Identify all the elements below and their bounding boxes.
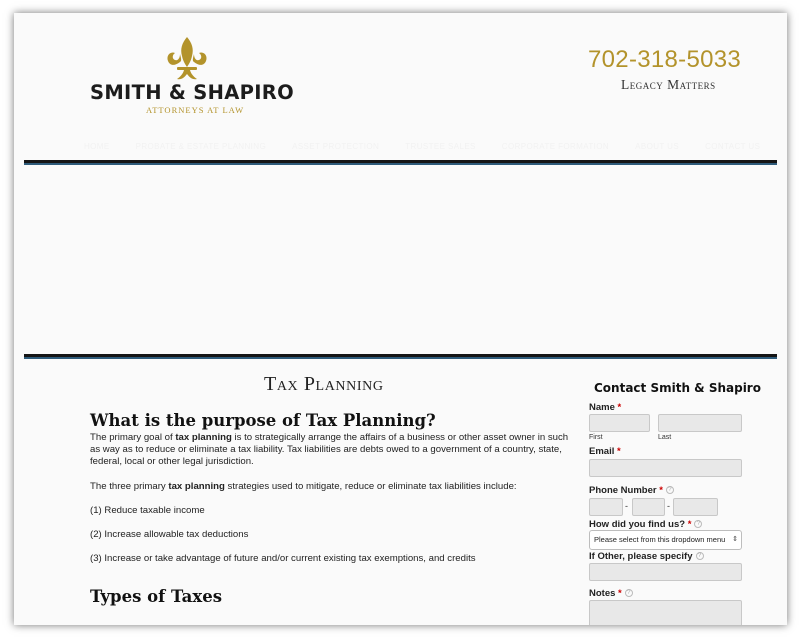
phone-line-input[interactable]: [673, 498, 718, 516]
bottom-divider-accent: [24, 357, 777, 359]
help-icon[interactable]: ?: [694, 520, 702, 528]
find-select[interactable]: Please select from this dropdown menu ⇕: [589, 530, 742, 550]
first-sublabel: First: [589, 434, 603, 441]
phone-label: Phone Number * ?: [589, 485, 674, 496]
phone-area-input[interactable]: [589, 498, 623, 516]
page: [24, 23, 777, 625]
phone-dash-2: -: [667, 501, 670, 511]
page-title: Tax Planning: [264, 373, 384, 395]
article-heading: What is the purpose of Tax Planning?: [90, 411, 436, 430]
phone-dash-1: -: [625, 501, 628, 511]
email-input[interactable]: [589, 459, 742, 477]
nav-item-about[interactable]: ABOUT US: [635, 142, 680, 151]
article-heading-2: Types of Taxes: [90, 587, 222, 607]
phone-prefix-input[interactable]: [632, 498, 665, 516]
notes-textarea[interactable]: [589, 600, 742, 625]
logo[interactable]: [90, 36, 295, 116]
find-label: How did you find us? * ?: [589, 519, 702, 530]
top-divider-accent: [24, 163, 777, 165]
article-paragraph-1: The primary goal of tax planning is to strategically arrange the affairs of a business or other asset owner in such as way as to reduce or eliminate a tax liability. Tax liabilities are debts owed to a government of a country, state, federal, local or other legal jurisdiction.: [90, 432, 569, 468]
article: [90, 411, 570, 608]
notes-label: Notes * ?: [589, 588, 633, 599]
name-label: Name *: [589, 402, 622, 413]
brand-tagline: ATTORNEYS AT LAW: [146, 105, 245, 115]
nav-item-contact[interactable]: CONTACT US: [705, 142, 761, 151]
nav-item-asset-protection[interactable]: ASSET PROTECTION: [292, 142, 380, 151]
help-icon[interactable]: ?: [625, 589, 633, 597]
nav-item-corporate-formation[interactable]: CORPORATE FORMATION: [501, 142, 610, 151]
first-name-input[interactable]: [589, 414, 650, 432]
main-nav: [84, 142, 777, 151]
help-icon[interactable]: ?: [666, 486, 674, 494]
strategy-2: (2) Increase allowable tax deductions: [90, 529, 249, 541]
strategy-1: (1) Reduce taxable income: [90, 504, 205, 516]
last-sublabel: Last: [658, 434, 672, 441]
nav-item-home[interactable]: HOME: [84, 142, 110, 151]
help-icon[interactable]: ?: [696, 552, 704, 560]
fleur-de-lis-icon: [166, 36, 208, 82]
other-label: If Other, please specify ?: [589, 551, 704, 562]
other-input[interactable]: [589, 563, 742, 581]
email-label: Email *: [589, 446, 621, 457]
strategy-3: (3) Increase or take advantage of future and/or current existing tax exemptions, and credits: [90, 553, 476, 565]
nav-item-trustee-sales[interactable]: TRUSTEE SALES: [405, 142, 476, 151]
last-name-input[interactable]: [658, 414, 742, 432]
brand-name: SMITH & SHAPIRO: [90, 81, 295, 104]
form-heading: Contact Smith & Shapiro: [594, 381, 761, 395]
slogan: Legacy Matters: [621, 77, 716, 92]
nav-item-probate[interactable]: PROBATE & ESTATE PLANNING: [135, 142, 267, 151]
article-paragraph-2: The three primary tax planning strategies used to mitigate, reduce or eliminate tax liabilities include:: [90, 480, 517, 492]
browser-frame: [14, 13, 787, 625]
phone-number[interactable]: 702-318-5033: [588, 46, 742, 73]
select-arrows-icon: ⇕: [732, 536, 738, 543]
